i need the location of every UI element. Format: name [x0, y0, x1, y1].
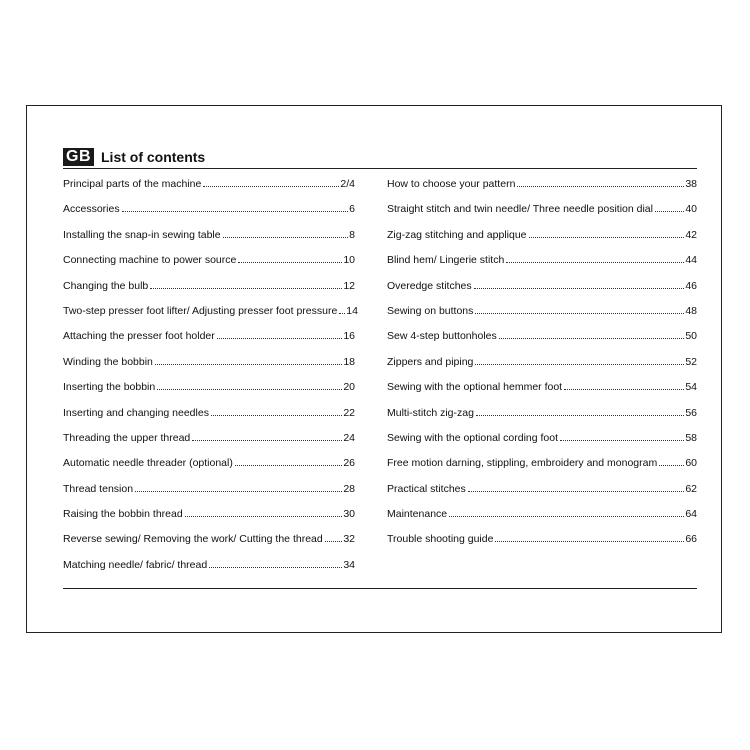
- toc-dot-leader: [655, 211, 684, 212]
- toc-entry-page: 16: [343, 330, 355, 343]
- toc-entry-label: Connecting machine to power source: [63, 254, 237, 267]
- toc-entry: [387, 533, 697, 558]
- toc-dot-leader: [235, 465, 342, 466]
- toc-entry: [387, 457, 697, 482]
- toc-entry: [387, 432, 697, 457]
- toc-dot-leader: [499, 338, 685, 339]
- toc-entry: [63, 508, 355, 533]
- toc-dot-leader: [217, 338, 343, 339]
- toc-entry-page: 2/4: [340, 178, 355, 190]
- toc-entry-page: 44: [685, 254, 697, 267]
- toc-entry: [63, 533, 355, 558]
- toc-entry-page: 66: [685, 533, 697, 546]
- toc-entry-page: 54: [685, 381, 697, 394]
- document-page: [26, 105, 722, 633]
- toc-entry-page: 6: [349, 203, 355, 216]
- toc-entry-page: 26: [343, 457, 355, 470]
- toc-entry: [63, 280, 355, 305]
- toc-entry: [63, 330, 355, 355]
- toc-entry: [387, 305, 697, 330]
- toc-entry-page: 42: [685, 228, 697, 241]
- toc-entry-label: Sew 4-step buttonholes: [387, 330, 497, 343]
- toc-entry-label: Threading the upper thread: [63, 431, 191, 444]
- footer-divider: [63, 588, 697, 589]
- toc-entry: [63, 304, 358, 330]
- toc-entry-label: Attaching the presser foot holder: [63, 330, 215, 343]
- toc-entry-page: 24: [343, 431, 355, 444]
- toc-dot-leader: [560, 440, 684, 441]
- toc-entry-label: Multi-stitch zig-zag: [387, 406, 474, 419]
- toc-dot-leader: [517, 186, 684, 187]
- toc-entry-page: 46: [685, 279, 697, 292]
- toc-entry-label: Zippers and piping: [387, 355, 474, 368]
- toc-dot-leader: [564, 389, 684, 390]
- toc-entry-label: Automatic needle threader (optional): [63, 457, 233, 470]
- toc-entry: [63, 483, 355, 508]
- language-badge: GB: [63, 148, 94, 166]
- toc-dot-leader: [185, 516, 343, 517]
- toc-dot-leader: [474, 288, 685, 289]
- toc-entry-label: Sewing on buttons: [387, 304, 474, 317]
- toc-entry: [387, 203, 697, 228]
- toc-entry: [387, 178, 697, 203]
- toc-entry-label: Matching needle/ fabric/ thread: [63, 558, 208, 571]
- toc-entry-label: Inserting and changing needles: [63, 406, 209, 419]
- toc-entry-page: 64: [685, 508, 697, 521]
- toc-entry-label: Practical stitches: [387, 482, 466, 495]
- toc-entry-page: 28: [343, 482, 355, 495]
- toc-entry-label: Maintenance: [387, 508, 448, 521]
- toc-entry: [387, 483, 697, 508]
- toc-entry: [387, 254, 697, 279]
- toc-entry-label: Inserting the bobbin: [63, 381, 156, 394]
- toc-entry-label: Thread tension: [63, 482, 134, 495]
- toc-entry-label: Zig-zag stitching and applique: [387, 228, 527, 241]
- toc-entry-label: Trouble shooting guide: [387, 533, 494, 546]
- toc-entry-label: Two-step presser foot lifter/ Adjusting presser foot pressure: [63, 304, 338, 317]
- toc-entry: [63, 356, 355, 381]
- toc-entry-page: 32: [343, 533, 355, 546]
- toc-entry-page: 8: [349, 228, 355, 241]
- toc-dot-leader: [203, 186, 339, 187]
- toc-entry-page: 10: [343, 254, 355, 267]
- toc-dot-leader: [659, 465, 684, 466]
- page-title: List of contents: [101, 149, 206, 165]
- toc-entry-page: 12: [343, 279, 355, 292]
- toc-dot-leader: [135, 491, 342, 492]
- toc-dot-leader: [155, 364, 342, 365]
- toc-dot-leader: [449, 516, 684, 517]
- toc-entry-label: Overedge stitches: [387, 279, 472, 292]
- toc-entry: [63, 559, 355, 584]
- toc-entry-page: 62: [685, 482, 697, 495]
- toc-entry: [387, 330, 697, 355]
- toc-entry-page: 30: [343, 508, 355, 521]
- toc-column-right: [387, 178, 697, 559]
- toc-dot-leader: [475, 313, 684, 314]
- toc-entry-page: 60: [685, 457, 697, 470]
- toc-entry-label: How to choose your pattern: [387, 178, 516, 190]
- toc-entry-label: Sewing with the optional cording foot: [387, 431, 559, 444]
- toc-dot-leader: [211, 415, 342, 416]
- toc-entry: [63, 432, 355, 457]
- toc-dot-leader: [468, 491, 685, 492]
- toc-entry: [387, 407, 697, 432]
- toc-entry: [63, 229, 355, 254]
- toc-entry-page: 14: [346, 304, 358, 317]
- toc-dot-leader: [495, 541, 684, 542]
- toc-column-left: [63, 178, 358, 584]
- toc-entry-page: 48: [685, 304, 697, 317]
- toc-dot-leader: [475, 364, 684, 365]
- toc-entry-page: 34: [343, 558, 355, 571]
- toc-entry-label: Principal parts of the machine: [63, 178, 202, 190]
- toc-entry-page: 18: [343, 355, 355, 368]
- toc-entry-label: Accessories: [63, 203, 120, 216]
- toc-entry-page: 40: [685, 203, 697, 216]
- toc-entry: [63, 254, 355, 279]
- toc-dot-leader: [122, 211, 349, 212]
- toc-entry-label: Raising the bobbin thread: [63, 508, 183, 521]
- toc-entry: [387, 280, 697, 305]
- toc-dot-leader: [223, 237, 349, 238]
- toc-entry-label: Free motion darning, stippling, embroidery and monogram: [387, 457, 658, 470]
- toc-dot-leader: [192, 440, 342, 441]
- toc-entry: [387, 381, 697, 406]
- toc-entry: [63, 407, 355, 432]
- toc-entry-label: Changing the bulb: [63, 279, 149, 292]
- toc-entry: [63, 178, 355, 203]
- toc-entry-label: Installing the snap-in sewing table: [63, 228, 221, 241]
- toc-entry: [63, 203, 355, 228]
- toc-entry-label: Blind hem/ Lingerie stitch: [387, 254, 505, 267]
- toc-entry-page: 38: [685, 178, 697, 190]
- toc-entry-page: 52: [685, 355, 697, 368]
- toc-dot-leader: [506, 262, 684, 263]
- toc-entry-page: 50: [685, 330, 697, 343]
- toc-dot-leader: [476, 415, 684, 416]
- toc-entry: [387, 229, 697, 254]
- toc-dot-leader: [238, 262, 342, 263]
- toc-entry-label: Winding the bobbin: [63, 355, 153, 368]
- toc-entry-page: 20: [343, 381, 355, 394]
- toc-dot-leader: [325, 541, 343, 542]
- contents-header: [63, 146, 697, 169]
- toc-entry: [387, 508, 697, 533]
- toc-dot-leader: [529, 237, 685, 238]
- toc-entry-label: Straight stitch and twin needle/ Three needle position dial: [387, 203, 653, 216]
- toc-dot-leader: [157, 389, 342, 390]
- toc-dot-leader: [209, 567, 342, 568]
- toc-dot-leader: [150, 288, 342, 289]
- toc-entry: [387, 356, 697, 381]
- toc-entry-label: Sewing with the optional hemmer foot: [387, 381, 563, 394]
- toc-dot-leader: [339, 313, 345, 314]
- toc-entry: [63, 381, 355, 406]
- toc-entry-label: Reverse sewing/ Removing the work/ Cutting the thread: [63, 533, 323, 546]
- toc-entry-page: 58: [685, 431, 697, 444]
- toc-entry-page: 22: [343, 406, 355, 419]
- toc-entry-page: 56: [685, 406, 697, 419]
- toc-entry: [63, 457, 355, 482]
